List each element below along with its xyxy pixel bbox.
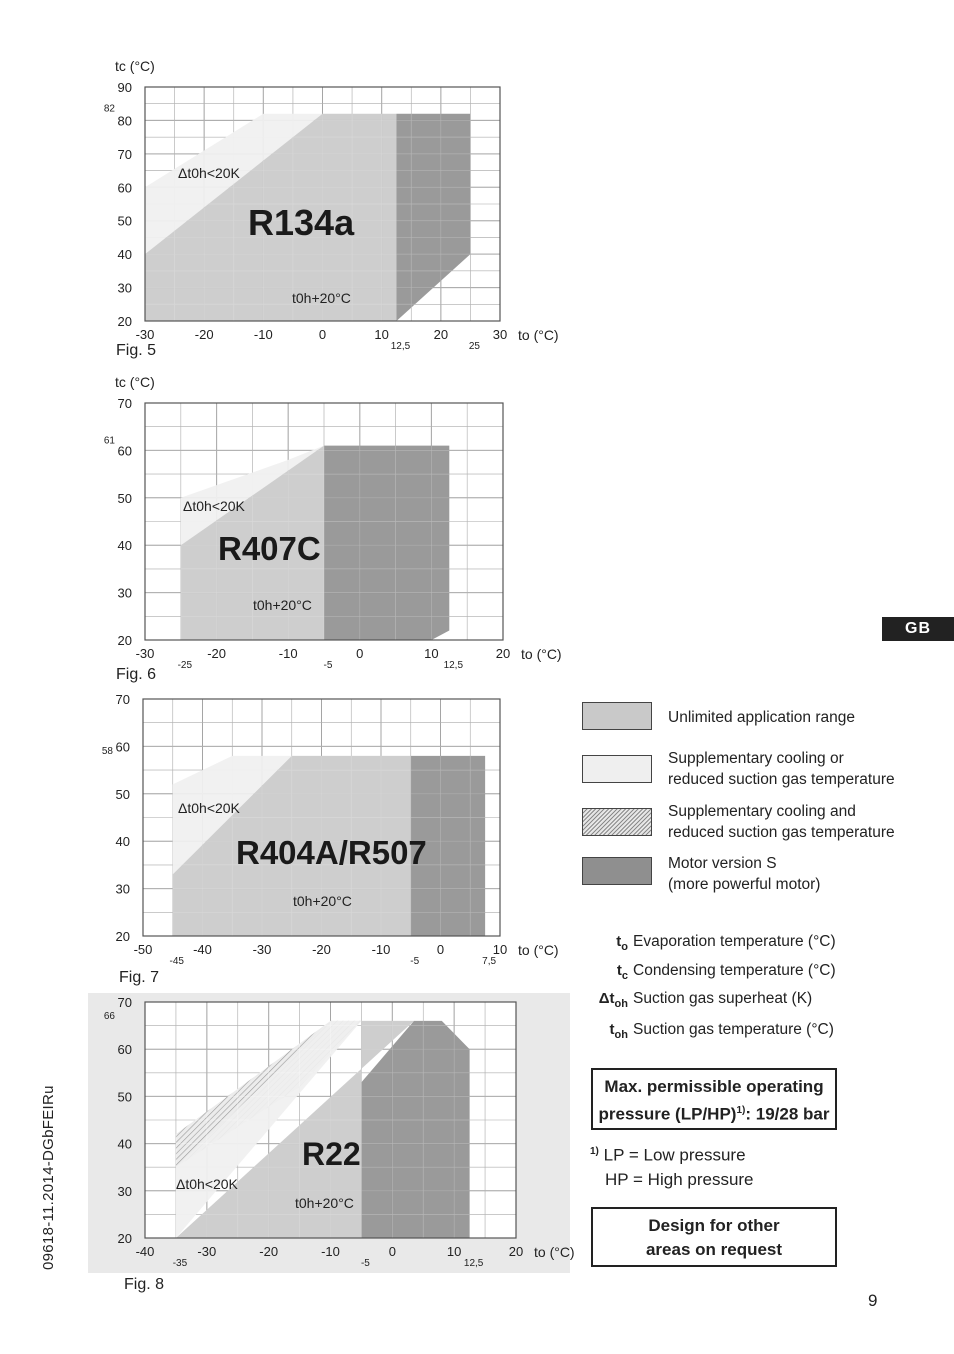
- symbol-row: [590, 1021, 890, 1047]
- swatch-motor-s: [582, 857, 652, 885]
- annotation-superheat: Δt0h<20K: [178, 165, 240, 181]
- x-tick-label: 10: [424, 646, 439, 661]
- x-axis-label: to (°C): [518, 942, 559, 958]
- x-extra-tick-label: 12,5: [463, 1258, 484, 1269]
- y-tick-label: 70: [115, 692, 130, 707]
- symbol-row: [590, 990, 890, 1016]
- x-tick-label: -40: [193, 942, 212, 957]
- x-extra-tick-label: -5: [360, 1258, 370, 1269]
- y-tick-label: 30: [115, 881, 130, 897]
- y-tick-label: 70: [117, 146, 132, 162]
- design-box: [591, 1207, 837, 1267]
- footnote-line-2: HP = High pressure: [605, 1169, 754, 1189]
- x-tick-label: 0: [388, 1244, 396, 1259]
- x-tick-label: -20: [259, 1244, 279, 1259]
- legend-text: Motor version S (more powerful motor): [668, 855, 821, 893]
- symbol-description: Suction gas superheat (K): [633, 990, 813, 1007]
- x-tick-label: 30: [492, 327, 508, 342]
- y-tick-label: 40: [117, 538, 132, 554]
- x-tick-label: 20: [508, 1244, 524, 1259]
- x-extra-tick-label: 7,5: [482, 956, 497, 967]
- symbol: $t_o$: [616, 933, 628, 953]
- refrigerant-title: R407C: [218, 530, 321, 567]
- annotation-suction-temp: t0h+20°C: [293, 893, 352, 909]
- symbol-description: Evaporation temperature (°C): [633, 933, 836, 950]
- y-extra-tick-label: 61: [103, 435, 115, 447]
- x-extra-tick-label: -25: [177, 660, 193, 671]
- footnote: [590, 1140, 754, 1192]
- annotation-suction-temp: t0h+20°C: [253, 597, 312, 613]
- y-tick-label: 40: [117, 247, 132, 263]
- y-tick-label: 80: [117, 113, 132, 129]
- legend-text: Supplementary cooling and reduced suction gas temperature: [668, 803, 895, 841]
- x-tick-label: -10: [278, 646, 298, 661]
- y-tick-label: 40: [115, 834, 130, 850]
- x-tick-label: -20: [207, 646, 226, 661]
- y-tick-label: 20: [117, 314, 132, 329]
- x-tick-label: -30: [135, 646, 155, 661]
- symbol-row: [590, 962, 890, 988]
- x-extra-tick-label: 25: [468, 341, 480, 352]
- x-tick-label: 10: [446, 1244, 462, 1259]
- x-tick-label: -20: [194, 327, 214, 342]
- y-tick-label: 20: [115, 929, 130, 944]
- refrigerant-title: R404A/R507: [236, 834, 427, 871]
- figure-label: Fig. 8: [124, 1276, 165, 1293]
- refrigerant-title: R22: [302, 1136, 361, 1172]
- y-tick-label: 20: [117, 633, 132, 648]
- x-extra-tick-label: -5: [323, 660, 333, 671]
- x-tick-label: -30: [135, 327, 155, 342]
- figure-label: Fig. 5: [116, 342, 157, 359]
- annotation-superheat: Δt0h<20K: [178, 800, 240, 816]
- y-tick-label: 30: [117, 585, 132, 601]
- x-axis-label: to (°C): [534, 1244, 575, 1260]
- swatch-hatched: [582, 808, 652, 836]
- x-tick-label: -40: [135, 1244, 155, 1259]
- x-tick-label: 0: [356, 646, 364, 661]
- x-tick-label: 20: [495, 646, 511, 661]
- x-tick-label: -30: [252, 942, 272, 957]
- y-tick-label: 50: [117, 213, 132, 229]
- figure-label: Fig. 7: [119, 969, 160, 986]
- annotation-suction-temp: t0h+20°C: [295, 1195, 354, 1211]
- y-tick-label: 60: [115, 739, 130, 755]
- y-tick-label: 70: [117, 995, 132, 1010]
- document-id: 09618-11.2014-DGbFEIRu: [40, 1085, 57, 1270]
- pressure-line-1: Max. permissible operating: [604, 1077, 824, 1096]
- design-line-1: Design for other: [648, 1216, 780, 1235]
- symbol-description: Condensing temperature (°C): [633, 962, 836, 979]
- footnote-line-1: $^{1)}$ LP = Low pressure: [590, 1145, 746, 1165]
- x-extra-tick-label: 12,5: [390, 341, 411, 352]
- x-extra-tick-label: -45: [169, 956, 184, 967]
- x-tick-label: 0: [318, 327, 327, 342]
- y-axis-label: tc (°C): [115, 374, 155, 390]
- language-tab: GB: [882, 617, 954, 641]
- symbol: $t_c$: [616, 962, 628, 982]
- design-line-2: areas on request: [645, 1240, 783, 1259]
- x-tick-label: -20: [312, 942, 331, 957]
- y-tick-label: 20: [117, 1231, 132, 1246]
- x-tick-label: 20: [433, 327, 449, 342]
- y-axis-label: tc (°C): [115, 58, 155, 74]
- x-tick-label: 10: [374, 327, 389, 342]
- figure-label: Fig. 6: [116, 666, 157, 683]
- x-extra-tick-label: 12,5: [443, 660, 464, 671]
- symbol: $t_{oh}$: [609, 1021, 628, 1041]
- x-extra-tick-label: -35: [172, 1258, 188, 1269]
- symbol: $\Delta t_{oh}$: [598, 990, 628, 1010]
- annotation-superheat: Δt0h<20K: [176, 1176, 238, 1192]
- x-tick-label: -50: [133, 942, 153, 957]
- annotation-suction-temp: t0h+20°C: [292, 290, 351, 306]
- swatch-supplementary: [582, 755, 652, 783]
- y-tick-label: 90: [117, 80, 132, 95]
- x-tick-label: 0: [436, 942, 445, 957]
- pressure-box: [591, 1068, 837, 1130]
- y-extra-tick-label: 58: [101, 745, 113, 757]
- y-tick-label: 50: [115, 786, 130, 802]
- y-tick-label: 40: [117, 1136, 132, 1152]
- x-extra-tick-label: -5: [410, 956, 420, 967]
- legend-text: Unlimited application range: [668, 709, 855, 726]
- x-tick-label: 10: [492, 942, 508, 957]
- x-tick-label: -10: [371, 942, 391, 957]
- x-axis-label: to (°C): [518, 327, 559, 343]
- annotation-superheat: Δt0h<20K: [183, 498, 245, 514]
- y-tick-label: 30: [117, 280, 132, 296]
- symbol-row: [590, 933, 890, 959]
- page-number: 9: [868, 1291, 878, 1310]
- y-tick-label: 60: [117, 443, 132, 459]
- symbol-description: Suction gas temperature (°C): [633, 1021, 834, 1038]
- pressure-line-2: pressure $(LP/HP)^{1)}$: 19/28 bar: [598, 1104, 830, 1124]
- swatch-unlimited: [582, 702, 652, 730]
- x-axis-label: to (°C): [521, 646, 562, 662]
- y-tick-label: 50: [117, 1089, 132, 1105]
- x-tick-label: -10: [253, 327, 273, 342]
- y-extra-tick-label: 82: [103, 103, 115, 115]
- y-extra-tick-label: 66: [103, 1010, 115, 1022]
- y-tick-label: 60: [117, 180, 132, 196]
- y-tick-label: 30: [117, 1183, 132, 1199]
- x-tick-label: -30: [197, 1244, 217, 1259]
- y-tick-label: 70: [117, 396, 132, 411]
- refrigerant-title: R134a: [248, 202, 355, 243]
- y-tick-label: 60: [117, 1042, 132, 1058]
- legend-text: Supplementary cooling or reduced suction gas temperature: [668, 750, 895, 788]
- x-tick-label: -10: [321, 1244, 340, 1259]
- y-tick-label: 50: [117, 490, 132, 506]
